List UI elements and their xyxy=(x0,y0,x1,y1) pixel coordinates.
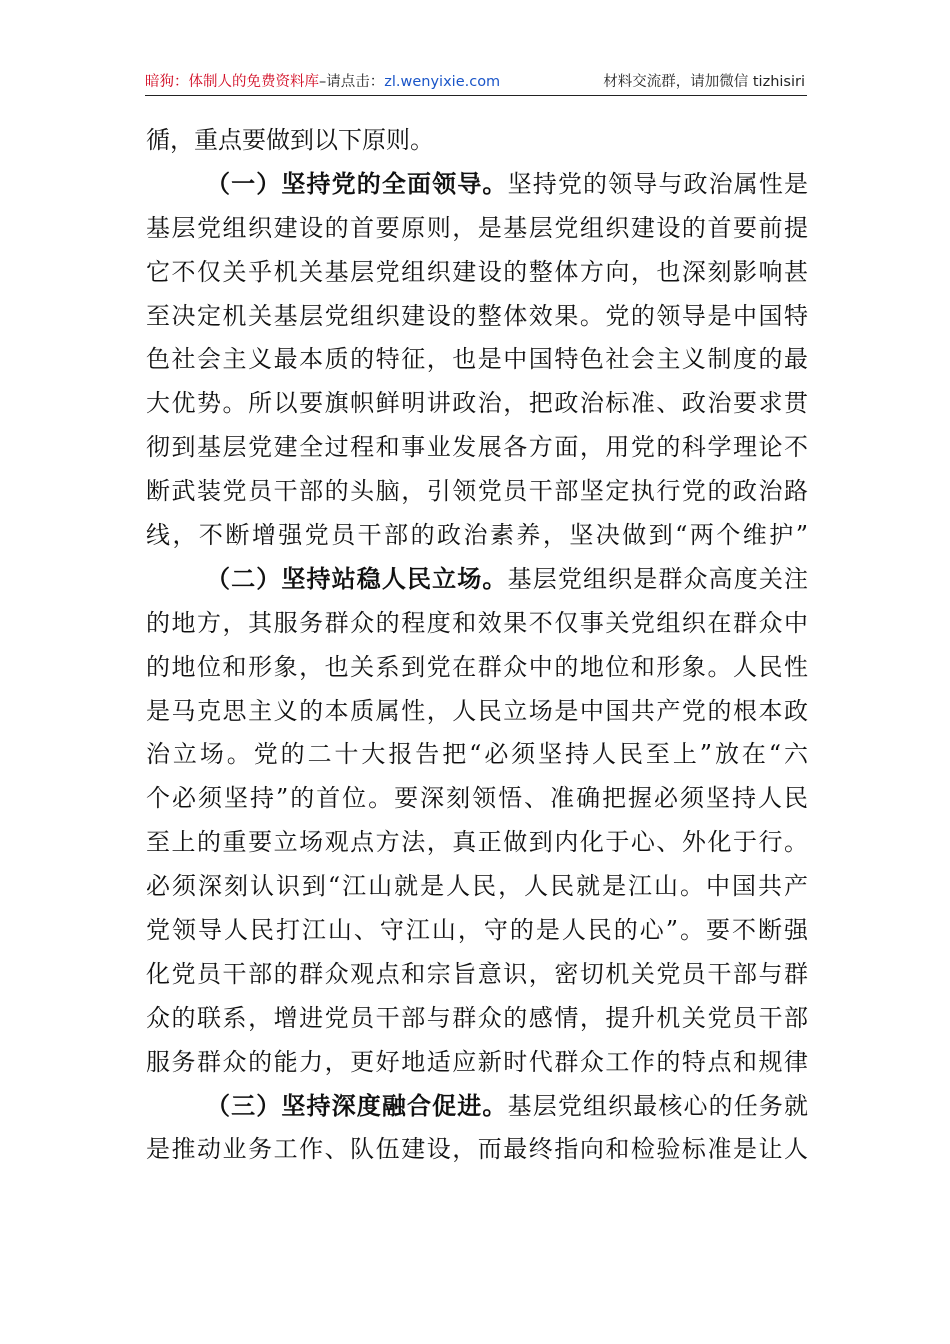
text-span: 基层党组织最核心的任务就 xyxy=(507,1091,808,1120)
paragraph-section-3 xyxy=(146,1085,808,1173)
text-line: 大优势。所以要旗帜鲜明讲政治，把政治标准、政治要求贯 xyxy=(146,389,808,418)
text-line: 治立场。党的二十大报告把“必须坚持人民至上”放在“六 xyxy=(146,740,808,769)
header-brand: 暗狗：体制人的免费资料库 xyxy=(145,74,319,90)
document-header xyxy=(145,70,805,94)
text-line xyxy=(146,1085,808,1129)
text-line: 个必须坚持”的首位。要深刻领悟、准确把握必须坚持人民 xyxy=(146,784,808,813)
header-divider xyxy=(145,95,807,96)
header-prompt: –请点击： xyxy=(319,74,385,90)
section-heading-3: （三）坚持深度融合促进。 xyxy=(206,1091,508,1120)
text-line: 化党员干部的群众观点和宗旨意识，密切机关党员干部与群 xyxy=(146,959,808,988)
text-line: 必须深刻认识到“江山就是人民，人民就是江山。中国共产 xyxy=(146,872,808,901)
text-line: 彻到基层党建全过程和事业发展各方面，用党的科学理论不 xyxy=(146,433,808,462)
text-line: 基层党组织建设的首要原则，是基层党组织建设的首要前提 xyxy=(146,213,808,242)
text-line: 线，不断增强党员干部的政治素养，坚决做到“两个维护” xyxy=(146,521,808,550)
document-body xyxy=(146,119,808,1172)
text-line: 是推动业务工作、队伍建设，而最终指向和检验标准是让人 xyxy=(146,1135,808,1164)
header-url-link[interactable]: zl.wenyixie.com xyxy=(384,74,501,90)
text-line: 党领导人民打江山、守江山，守的是人民的心”。要不断强 xyxy=(146,916,808,945)
text-line: 的地位和形象，也关系到党在群众中的地位和形象。人民性 xyxy=(146,652,808,681)
text-line: 循，重点要做到以下原则。 xyxy=(146,126,434,154)
text-line: 服务群众的能力，更好地适应新时代群众工作的特点和规律 xyxy=(146,1047,808,1076)
section-heading-2: （二）坚持站稳人民立场。 xyxy=(206,564,508,593)
section-heading-1: （一）坚持党的全面领导。 xyxy=(206,169,508,198)
text-line xyxy=(146,163,808,207)
paragraph-intro-tail xyxy=(146,119,808,163)
paragraph-section-1 xyxy=(146,163,808,558)
text-line: 是马克思主义的本质属性，人民立场是中国共产党的根本政 xyxy=(146,696,808,725)
text-span: 坚持党的领导与政治属性是 xyxy=(507,169,808,198)
text-line: 它不仅关乎机关基层党组织建设的整体方向，也深刻影响甚 xyxy=(146,257,808,286)
text-line: 的地方，其服务群众的程度和效果不仅事关党组织在群众中 xyxy=(146,608,808,637)
paragraph-section-2 xyxy=(146,558,808,1085)
header-contact: 材料交流群，请加微信 tizhisiri xyxy=(603,74,805,90)
text-span: 基层党组织是群众高度关注 xyxy=(507,564,808,593)
text-line: 色社会主义最本质的特征，也是中国特色社会主义制度的最 xyxy=(146,345,808,374)
text-line: 至上的重要立场观点方法，真正做到内化于心、外化于行。 xyxy=(146,828,808,857)
text-line xyxy=(146,558,808,602)
text-line: 众的联系，增进党员干部与群众的感情，提升机关党员干部 xyxy=(146,1003,808,1032)
text-line: 断武装党员干部的头脑，引领党员干部坚定执行党的政治路 xyxy=(146,477,808,506)
text-line: 至决定机关基层党组织建设的整体效果。党的领导是中国特 xyxy=(146,301,808,330)
